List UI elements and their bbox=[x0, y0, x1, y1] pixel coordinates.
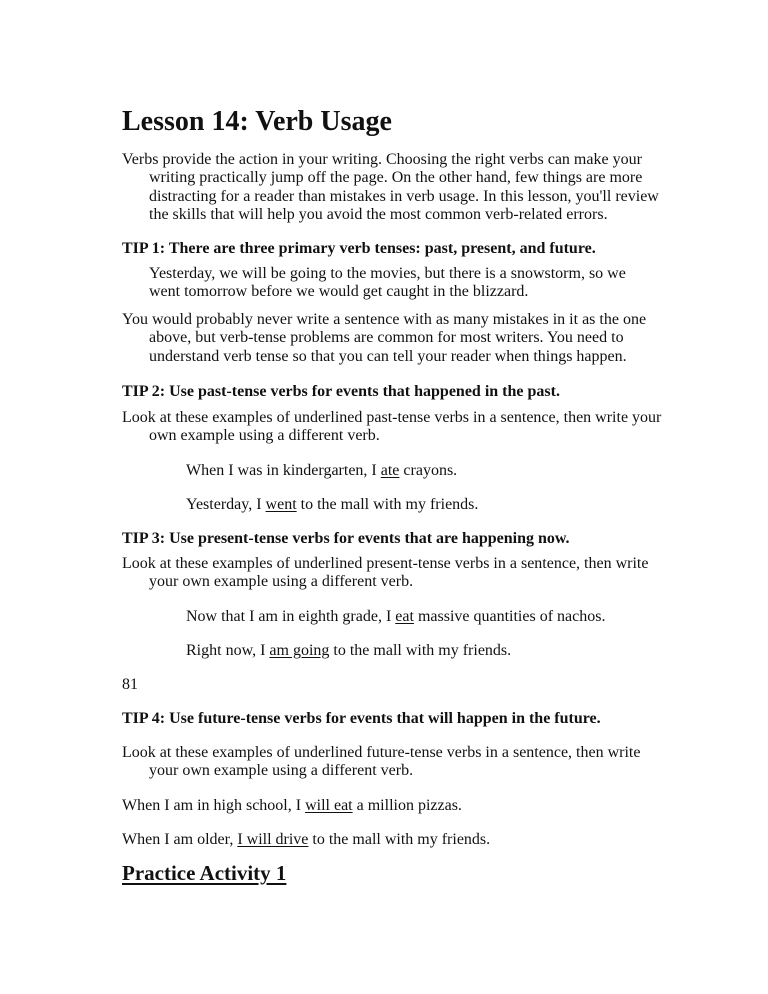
underlined-verb: am going bbox=[269, 642, 330, 659]
tip-1-explanation: You would probably never write a sentence with as many mistakes in it as the one above, but verb-tense problems are common for most writers. You need to understand verb tense so that you can tell your reader when things happen. bbox=[122, 311, 647, 365]
tip-1-heading: TIP 1: There are three primary verb tenses: past, present, and future. bbox=[122, 240, 596, 257]
underlined-verb: I will drive bbox=[237, 831, 309, 848]
underlined-verb: ate bbox=[380, 462, 400, 479]
tip-4-example-2: When I am older, I will drive to the mall with my friends. bbox=[122, 831, 491, 848]
lesson-title: Lesson 14: Verb Usage bbox=[122, 106, 392, 137]
tip-2-example-2: Yesterday, I went to the mall with my friends. bbox=[186, 496, 479, 513]
tip-3-heading: TIP 3: Use present-tense verbs for events that are happening now. bbox=[122, 530, 570, 547]
practice-activity-heading: Practice Activity 1 bbox=[122, 861, 287, 885]
tip-4-instruction: Look at these examples of underlined future-tense verbs in a sentence, then write your own example using a different verb. bbox=[122, 744, 641, 780]
underlined-verb: eat bbox=[395, 608, 414, 625]
underlined-verb: went bbox=[265, 496, 297, 513]
tip-3-example-2: Right now, I am going to the mall with my friends. bbox=[186, 642, 512, 659]
underlined-verb: will eat bbox=[305, 797, 353, 814]
tip-4-example-1: When I am in high school, I will eat a million pizzas. bbox=[122, 797, 462, 814]
tip-1-example-sentence: Yesterday, we will be going to the movies, but there is a snowstorm, so we went tomorrow before we would get caught in the blizzard. bbox=[149, 265, 626, 301]
tip-4-heading: TIP 4: Use future-tense verbs for events that will happen in the future. bbox=[122, 710, 601, 727]
tip-3-example-1: Now that I am in eighth grade, I eat massive quantities of nachos. bbox=[186, 608, 606, 625]
tip-2-example-1: When I was in kindergarten, I ate crayons. bbox=[186, 462, 458, 479]
tip-2-instruction: Look at these examples of underlined past-tense verbs in a sentence, then write your own example using a different verb. bbox=[122, 409, 662, 445]
page-number: 81 bbox=[122, 676, 138, 693]
tip-2-heading: TIP 2: Use past-tense verbs for events that happened in the past. bbox=[122, 383, 560, 400]
intro-paragraph: Verbs provide the action in your writing. Choosing the right verbs can make your writing practically jump off the page. On the other hand, few things are more distracting for a reader than mistakes in verb usage. In this lesson, you'll review the skills that will help you avoid the most common verb-related errors. bbox=[122, 151, 659, 224]
tip-3-instruction: Look at these examples of underlined present-tense verbs in a sentence, then write your own example using a different verb. bbox=[122, 555, 649, 591]
